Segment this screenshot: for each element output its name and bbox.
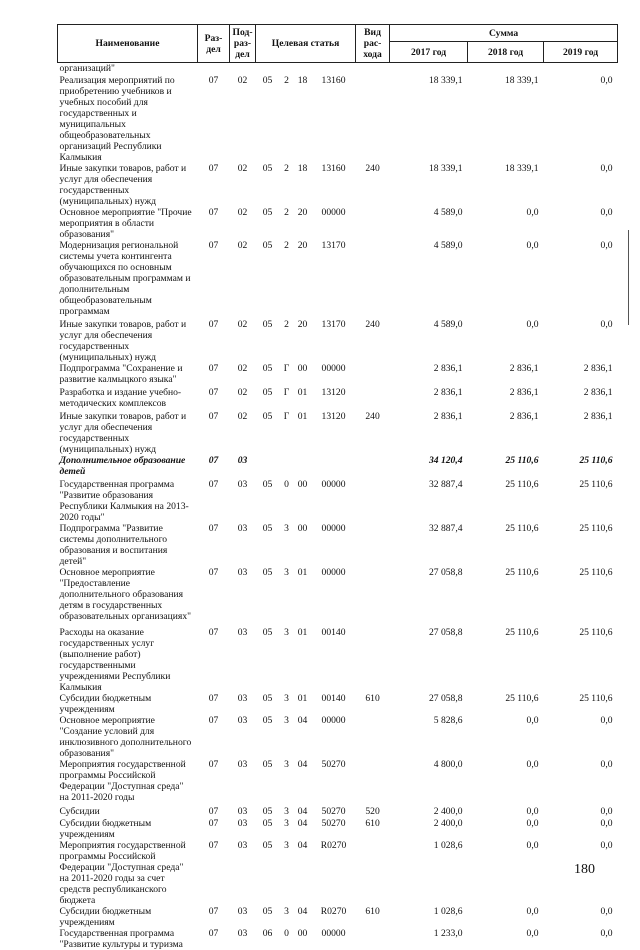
target-code-4: R0270 xyxy=(312,840,356,906)
table-row xyxy=(58,693,618,715)
expense-type-code xyxy=(356,479,390,523)
section-code: 07 xyxy=(198,840,230,906)
subsection-code: 03 xyxy=(230,818,256,840)
table-row xyxy=(58,207,618,240)
target-code-4: 13160 xyxy=(312,163,356,207)
subsection-code: 03 xyxy=(230,523,256,567)
table-row xyxy=(58,759,618,806)
sum-2017: 34 120,4 xyxy=(390,455,468,479)
target-code-1 xyxy=(256,63,280,76)
target-code-4: 00140 xyxy=(312,693,356,715)
target-code-4: 00000 xyxy=(312,567,356,627)
target-code-3: 00 xyxy=(294,363,312,387)
target-code-3: 18 xyxy=(294,163,312,207)
target-code-2: 3 xyxy=(280,840,294,906)
section-code: 07 xyxy=(198,363,230,387)
table-row xyxy=(58,715,618,759)
subsection-code: 03 xyxy=(230,479,256,523)
sum-2017: 4 800,0 xyxy=(390,759,468,806)
expense-type-code xyxy=(356,759,390,806)
sum-2017: 27 058,8 xyxy=(390,693,468,715)
header-name: Наименование xyxy=(58,25,198,63)
subsection-code: 03 xyxy=(230,567,256,627)
sum-2017: 4 589,0 xyxy=(390,319,468,363)
subsection-code: 02 xyxy=(230,75,256,163)
subsection-code: 02 xyxy=(230,387,256,411)
sum-2018: 2 836,1 xyxy=(468,363,544,387)
sum-2019: 2 836,1 xyxy=(544,387,618,411)
target-code-4: 13170 xyxy=(312,240,356,319)
sum-2018: 18 339,1 xyxy=(468,163,544,207)
section-code: 07 xyxy=(198,806,230,818)
sum-2018: 0,0 xyxy=(468,319,544,363)
target-code-1: 05 xyxy=(256,906,280,928)
subsection-code: 03 xyxy=(230,693,256,715)
sum-2018: 0,0 xyxy=(468,759,544,806)
target-code-1: 05 xyxy=(256,567,280,627)
table-row xyxy=(58,455,618,479)
expense-type-code xyxy=(356,928,390,950)
target-code-2: 2 xyxy=(280,319,294,363)
expense-type-code xyxy=(356,207,390,240)
expense-type-code: 520 xyxy=(356,806,390,818)
table-row xyxy=(58,163,618,207)
sum-2018: 25 110,6 xyxy=(468,479,544,523)
sum-2019: 2 836,1 xyxy=(544,411,618,455)
target-code-1: 05 xyxy=(256,240,280,319)
row-name: Субсидии бюджетным учреждениям xyxy=(58,818,198,840)
sum-2019: 0,0 xyxy=(544,163,618,207)
sum-2019: 0,0 xyxy=(544,715,618,759)
sum-2019: 25 110,6 xyxy=(544,567,618,627)
target-code-2: 3 xyxy=(280,693,294,715)
subsection-code: 02 xyxy=(230,163,256,207)
target-code-4: 00000 xyxy=(312,207,356,240)
section-code: 07 xyxy=(198,818,230,840)
sum-2018: 25 110,6 xyxy=(468,627,544,693)
target-code-1: 05 xyxy=(256,75,280,163)
target-code-3: 01 xyxy=(294,387,312,411)
expense-type-code xyxy=(356,240,390,319)
subsection-code xyxy=(230,63,256,76)
table-body xyxy=(58,63,618,950)
row-name: Субсидии бюджетным учреждениям xyxy=(58,693,198,715)
target-code-4 xyxy=(312,455,356,479)
header-year-2017: 2017 год xyxy=(390,42,468,63)
sum-2018: 0,0 xyxy=(468,806,544,818)
target-code-1: 05 xyxy=(256,818,280,840)
sum-2017: 1 233,0 xyxy=(390,928,468,950)
table-row xyxy=(58,840,618,906)
sum-2017: 1 028,6 xyxy=(390,906,468,928)
target-code-2: 0 xyxy=(280,928,294,950)
expense-type-code xyxy=(356,75,390,163)
sum-2017: 2 836,1 xyxy=(390,363,468,387)
row-name: Государственная программа "Развитие образования Республики Калмыкия на 2013-2020 годы" xyxy=(58,479,198,523)
sum-2019: 0,0 xyxy=(544,759,618,806)
subsection-code: 03 xyxy=(230,840,256,906)
target-code-3 xyxy=(294,455,312,479)
row-name: Основное мероприятие "Прочие мероприятия в области образования" xyxy=(58,207,198,240)
section-code: 07 xyxy=(198,715,230,759)
target-code-2: 3 xyxy=(280,523,294,567)
row-name: Дополнительное образование детей xyxy=(58,455,198,479)
target-code-2: 3 xyxy=(280,715,294,759)
page-number: 180 xyxy=(574,862,595,878)
expense-type-code xyxy=(356,715,390,759)
target-code-1: 05 xyxy=(256,840,280,906)
table-row xyxy=(58,806,618,818)
target-code-4: 50270 xyxy=(312,759,356,806)
budget-table xyxy=(57,24,618,950)
subsection-code: 03 xyxy=(230,455,256,479)
target-code-2: 2 xyxy=(280,207,294,240)
target-code-1: 05 xyxy=(256,387,280,411)
section-code: 07 xyxy=(198,523,230,567)
sum-2019: 0,0 xyxy=(544,240,618,319)
target-code-3: 04 xyxy=(294,759,312,806)
section-code: 07 xyxy=(198,567,230,627)
table-header xyxy=(58,25,618,63)
target-code-3: 04 xyxy=(294,840,312,906)
sum-2017: 32 887,4 xyxy=(390,523,468,567)
page-edge-line xyxy=(628,230,629,325)
subsection-code: 02 xyxy=(230,240,256,319)
target-code-4: R0270 xyxy=(312,906,356,928)
row-name: Расходы на оказание государственных услуг (выполнение работ) государственными учреждениями Республики Калмыкия xyxy=(58,627,198,693)
sum-2018: 25 110,6 xyxy=(468,567,544,627)
sum-2018: 2 836,1 xyxy=(468,387,544,411)
target-code-4: 50270 xyxy=(312,806,356,818)
table-row xyxy=(58,387,618,411)
target-code-2: 3 xyxy=(280,567,294,627)
table-row xyxy=(58,411,618,455)
header-year-2019: 2019 год xyxy=(544,42,618,63)
target-code-1: 05 xyxy=(256,715,280,759)
section-code xyxy=(198,63,230,76)
header-subsection: Под-раз-дел xyxy=(230,25,256,63)
target-code-1: 05 xyxy=(256,693,280,715)
sum-2019: 0,0 xyxy=(544,207,618,240)
target-code-2 xyxy=(280,63,294,76)
subsection-code: 02 xyxy=(230,411,256,455)
target-code-2: 3 xyxy=(280,906,294,928)
header-section: Раз-дел xyxy=(198,25,230,63)
target-code-2: 3 xyxy=(280,818,294,840)
sum-2017: 4 589,0 xyxy=(390,207,468,240)
target-code-2: 3 xyxy=(280,627,294,693)
expense-type-code: 240 xyxy=(356,163,390,207)
sum-2018: 25 110,6 xyxy=(468,693,544,715)
section-code: 07 xyxy=(198,906,230,928)
sum-2019: 0,0 xyxy=(544,75,618,163)
target-code-4: 00000 xyxy=(312,715,356,759)
sum-2018: 0,0 xyxy=(468,928,544,950)
expense-type-code xyxy=(356,523,390,567)
sum-2018: 2 836,1 xyxy=(468,411,544,455)
table-row xyxy=(58,928,618,950)
target-code-1: 05 xyxy=(256,207,280,240)
expense-type-code: 240 xyxy=(356,319,390,363)
table-row xyxy=(58,523,618,567)
header-target: Целевая статья xyxy=(256,25,356,63)
section-code: 07 xyxy=(198,759,230,806)
section-code: 07 xyxy=(198,455,230,479)
subsection-code: 03 xyxy=(230,928,256,950)
target-code-3: 00 xyxy=(294,928,312,950)
expense-type-code: 610 xyxy=(356,693,390,715)
target-code-4: 00000 xyxy=(312,523,356,567)
table-row xyxy=(58,63,618,76)
target-code-3: 01 xyxy=(294,567,312,627)
row-name: Мероприятия государственной программы Российской Федерации "Доступная среда" на 2011-2020 годы xyxy=(58,759,198,806)
target-code-1: 05 xyxy=(256,411,280,455)
table-row xyxy=(58,627,618,693)
sum-2018: 0,0 xyxy=(468,207,544,240)
expense-type-code xyxy=(356,455,390,479)
section-code: 07 xyxy=(198,387,230,411)
row-name: Государственная программа "Развитие культуры и туризма xyxy=(58,928,198,950)
target-code-3: 01 xyxy=(294,693,312,715)
subsection-code: 02 xyxy=(230,363,256,387)
sum-2017: 2 400,0 xyxy=(390,806,468,818)
target-code-2: 3 xyxy=(280,806,294,818)
subsection-code: 03 xyxy=(230,806,256,818)
row-name: Подпрограмма "Развитие системы дополнительного образования и воспитания детей" xyxy=(58,523,198,567)
sum-2017: 18 339,1 xyxy=(390,75,468,163)
section-code: 07 xyxy=(198,319,230,363)
target-code-3: 04 xyxy=(294,906,312,928)
target-code-3: 00 xyxy=(294,523,312,567)
section-code: 07 xyxy=(198,163,230,207)
target-code-1: 05 xyxy=(256,163,280,207)
target-code-1: 05 xyxy=(256,806,280,818)
subsection-code: 03 xyxy=(230,715,256,759)
target-code-3: 04 xyxy=(294,818,312,840)
target-code-2: Г xyxy=(280,363,294,387)
row-name: Субсидии xyxy=(58,806,198,818)
section-code: 07 xyxy=(198,240,230,319)
expense-type-code xyxy=(356,387,390,411)
target-code-3: 01 xyxy=(294,627,312,693)
sum-2019: 25 110,6 xyxy=(544,523,618,567)
section-code: 07 xyxy=(198,207,230,240)
sum-2019: 0,0 xyxy=(544,818,618,840)
row-name: Основное мероприятие "Предоставление дополнительного образования детям в государственных образовательных организациях" xyxy=(58,567,198,627)
expense-type-code xyxy=(356,363,390,387)
expense-type-code: 240 xyxy=(356,411,390,455)
sum-2018: 0,0 xyxy=(468,906,544,928)
target-code-2 xyxy=(280,455,294,479)
sum-2019: 25 110,6 xyxy=(544,627,618,693)
target-code-2: 3 xyxy=(280,759,294,806)
section-code: 07 xyxy=(198,479,230,523)
target-code-3: 00 xyxy=(294,479,312,523)
sum-2018: 0,0 xyxy=(468,818,544,840)
expense-type-code xyxy=(356,567,390,627)
sum-2019: 25 110,6 xyxy=(544,455,618,479)
subsection-code: 03 xyxy=(230,906,256,928)
header-sum: Сумма xyxy=(390,25,618,42)
row-name: организаций" xyxy=(58,63,198,76)
row-name: Субсидии бюджетным учреждениям xyxy=(58,906,198,928)
row-name: Реализация мероприятий по приобретению учебников и учебных пособий для государственных и муниципальных общеобразовательных организаций Республики Калмыкия xyxy=(58,75,198,163)
sum-2017: 2 836,1 xyxy=(390,411,468,455)
sum-2019: 0,0 xyxy=(544,806,618,818)
row-name: Модернизация региональной системы учета контингента обучающихся по основным образовательным программам и дополнительным общеобразовательным программам xyxy=(58,240,198,319)
table-row xyxy=(58,818,618,840)
target-code-1: 05 xyxy=(256,523,280,567)
target-code-1: 06 xyxy=(256,928,280,950)
sum-2019: 2 836,1 xyxy=(544,363,618,387)
target-code-4: 13120 xyxy=(312,411,356,455)
table-row xyxy=(58,75,618,163)
section-code: 07 xyxy=(198,928,230,950)
sum-2017: 27 058,8 xyxy=(390,627,468,693)
sum-2017: 18 339,1 xyxy=(390,163,468,207)
target-code-3: 04 xyxy=(294,806,312,818)
target-code-3: 04 xyxy=(294,715,312,759)
sum-2018: 25 110,6 xyxy=(468,523,544,567)
target-code-1: 05 xyxy=(256,759,280,806)
sum-2017: 2 836,1 xyxy=(390,387,468,411)
expense-type-code: 610 xyxy=(356,906,390,928)
target-code-4: 00000 xyxy=(312,479,356,523)
sum-2018: 0,0 xyxy=(468,840,544,906)
target-code-1 xyxy=(256,455,280,479)
target-code-3: 20 xyxy=(294,207,312,240)
row-name: Разработка и издание учебно-методических комплексов xyxy=(58,387,198,411)
target-code-3: 20 xyxy=(294,319,312,363)
table-row xyxy=(58,363,618,387)
target-code-2: 2 xyxy=(280,240,294,319)
table-row xyxy=(58,567,618,627)
subsection-code: 02 xyxy=(230,319,256,363)
target-code-3: 01 xyxy=(294,411,312,455)
target-code-2: Г xyxy=(280,387,294,411)
subsection-code: 02 xyxy=(230,207,256,240)
expense-type-code xyxy=(356,63,390,76)
row-name: Основное мероприятие "Создание условий для инклюзивного дополнительного образования" xyxy=(58,715,198,759)
sum-2019: 25 110,6 xyxy=(544,479,618,523)
target-code-4: 13120 xyxy=(312,387,356,411)
section-code: 07 xyxy=(198,411,230,455)
sum-2017: 1 028,6 xyxy=(390,840,468,906)
section-code: 07 xyxy=(198,693,230,715)
target-code-1: 05 xyxy=(256,363,280,387)
budget-page xyxy=(57,24,617,950)
target-code-1: 05 xyxy=(256,319,280,363)
table-row xyxy=(58,319,618,363)
target-code-4: 50270 xyxy=(312,818,356,840)
table-row xyxy=(58,906,618,928)
target-code-3: 20 xyxy=(294,240,312,319)
target-code-2: Г xyxy=(280,411,294,455)
target-code-3: 18 xyxy=(294,75,312,163)
subsection-code: 03 xyxy=(230,627,256,693)
row-name: Мероприятия государственной программы Российской Федерации "Доступная среда" на 2011-2020 годы за счет средств республиканского бюджета xyxy=(58,840,198,906)
sum-2018: 0,0 xyxy=(468,715,544,759)
sum-2017: 27 058,8 xyxy=(390,567,468,627)
header-year-2018: 2018 год xyxy=(468,42,544,63)
sum-2018: 0,0 xyxy=(468,240,544,319)
sum-2019: 0,0 xyxy=(544,840,618,906)
subsection-code: 03 xyxy=(230,759,256,806)
sum-2019: 0,0 xyxy=(544,928,618,950)
section-code: 07 xyxy=(198,75,230,163)
target-code-2: 0 xyxy=(280,479,294,523)
sum-2019: 0,0 xyxy=(544,906,618,928)
target-code-3 xyxy=(294,63,312,76)
sum-2019: 25 110,6 xyxy=(544,693,618,715)
target-code-2: 2 xyxy=(280,75,294,163)
sum-2017: 32 887,4 xyxy=(390,479,468,523)
target-code-4: 00140 xyxy=(312,627,356,693)
sum-2019: 0,0 xyxy=(544,319,618,363)
sum-2018: 25 110,6 xyxy=(468,455,544,479)
row-name: Иные закупки товаров, работ и услуг для обеспечения государственных (муниципальных) нужд xyxy=(58,163,198,207)
expense-type-code xyxy=(356,840,390,906)
target-code-2: 2 xyxy=(280,163,294,207)
target-code-4: 00000 xyxy=(312,928,356,950)
target-code-1: 05 xyxy=(256,627,280,693)
header-type: Вид рас-хода xyxy=(356,25,390,63)
row-name: Иные закупки товаров, работ и услуг для обеспечения государственных (муниципальных) нужд xyxy=(58,319,198,363)
target-code-1: 05 xyxy=(256,479,280,523)
sum-2017: 4 589,0 xyxy=(390,240,468,319)
table-row xyxy=(58,479,618,523)
target-code-4 xyxy=(312,63,356,76)
row-name: Иные закупки товаров, работ и услуг для обеспечения государственных (муниципальных) нужд xyxy=(58,411,198,455)
sum-2019 xyxy=(544,63,618,76)
target-code-4: 13170 xyxy=(312,319,356,363)
expense-type-code: 610 xyxy=(356,818,390,840)
sum-2017: 5 828,6 xyxy=(390,715,468,759)
sum-2018: 18 339,1 xyxy=(468,75,544,163)
sum-2017 xyxy=(390,63,468,76)
target-code-4: 13160 xyxy=(312,75,356,163)
expense-type-code xyxy=(356,627,390,693)
target-code-4: 00000 xyxy=(312,363,356,387)
row-name: Подпрограмма "Сохранение и развитие калмыцкого языка" xyxy=(58,363,198,387)
sum-2018 xyxy=(468,63,544,76)
table-row xyxy=(58,240,618,319)
sum-2017: 2 400,0 xyxy=(390,818,468,840)
section-code: 07 xyxy=(198,627,230,693)
